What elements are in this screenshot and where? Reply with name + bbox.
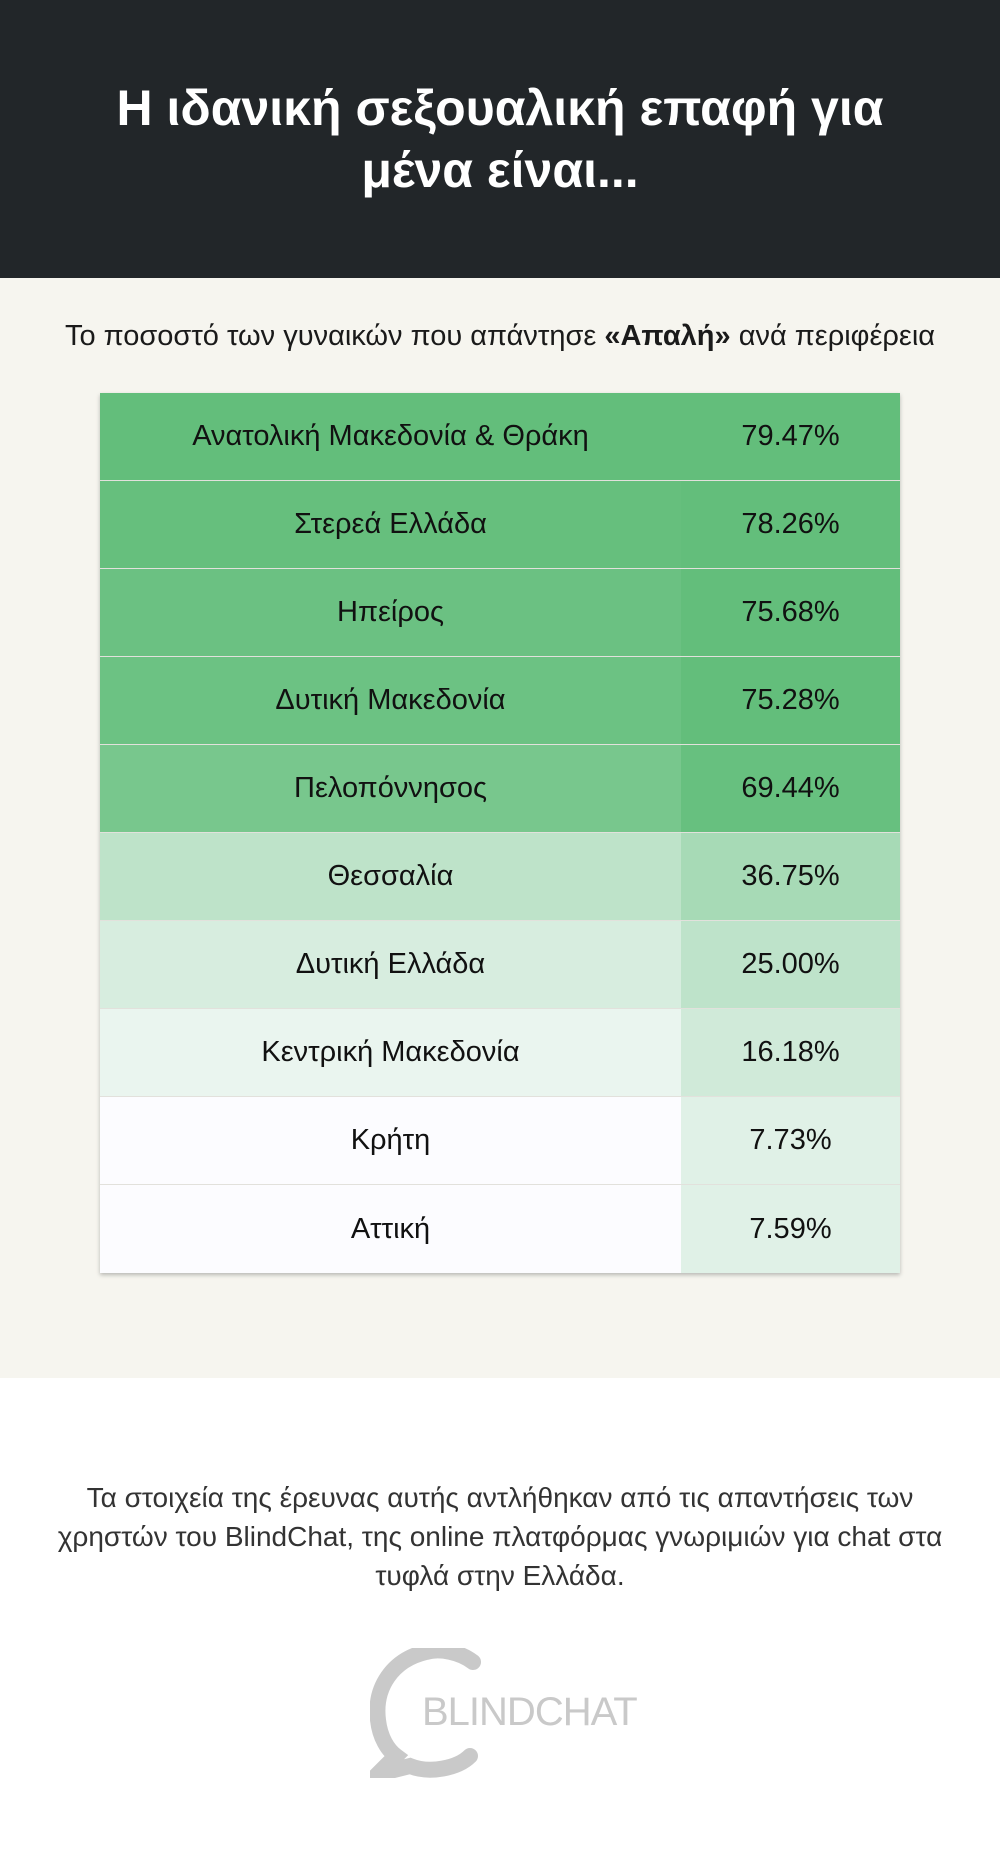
region-cell: Αττική (100, 1185, 681, 1273)
value-cell: 75.28% (681, 657, 900, 744)
footer-note: Τα στοιχεία της έρευνας αυτής αντλήθηκαν από τις απαντήσεις των χρηστών του BlindChat, της online πλατφόρμας γνωριμιών για chat στα τυφλά στην Ελλάδα. (57, 1482, 943, 1591)
subtitle-highlight: «Απαλή» (604, 320, 731, 352)
header-banner (0, 0, 1000, 278)
value-cell: 79.47% (681, 393, 900, 480)
table-row (100, 481, 900, 569)
table-row (100, 833, 900, 921)
value-cell: 69.44% (681, 745, 900, 832)
region-cell: Κεντρική Μακεδονία (100, 1009, 681, 1096)
table-row (100, 393, 900, 481)
table-row (100, 745, 900, 833)
value-cell: 78.26% (681, 481, 900, 568)
value-cell: 7.59% (681, 1185, 900, 1273)
value-cell: 36.75% (681, 833, 900, 920)
table-row (100, 921, 900, 1009)
table-row (100, 1185, 900, 1273)
table-row (100, 1097, 900, 1185)
region-cell: Θεσσαλία (100, 833, 681, 920)
value-cell: 25.00% (681, 921, 900, 1008)
table-row (100, 657, 900, 745)
region-cell: Πελοπόννησος (100, 745, 681, 832)
table-row (100, 1009, 900, 1097)
region-cell: Κρήτη (100, 1097, 681, 1184)
logo-wordmark: BLINDCHAT (422, 1690, 637, 1734)
value-cell: 75.68% (681, 569, 900, 656)
value-cell: 7.73% (681, 1097, 900, 1184)
region-cell: Στερεά Ελλάδα (100, 481, 681, 568)
region-cell: Ανατολική Μακεδονία & Θράκη (100, 393, 681, 480)
heatmap-table (100, 393, 900, 1273)
page-title: Η ιδανική σεξουαλική επαφή για μένα είναι... (116, 80, 884, 198)
brand-logo[interactable] (370, 1648, 640, 1778)
subtitle-prefix: Το ποσοστό των γυναικών που απάντησε (64, 320, 605, 352)
value-cell: 16.18% (681, 1009, 900, 1096)
region-cell: Ηπείρος (100, 569, 681, 656)
chart-panel (0, 278, 1000, 1378)
region-cell: Δυτική Μακεδονία (100, 657, 681, 744)
chart-subtitle (0, 316, 1000, 356)
subtitle-suffix: ανά περιφέρεια (730, 320, 936, 352)
region-cell: Δυτική Ελλάδα (100, 921, 681, 1008)
table-row (100, 569, 900, 657)
